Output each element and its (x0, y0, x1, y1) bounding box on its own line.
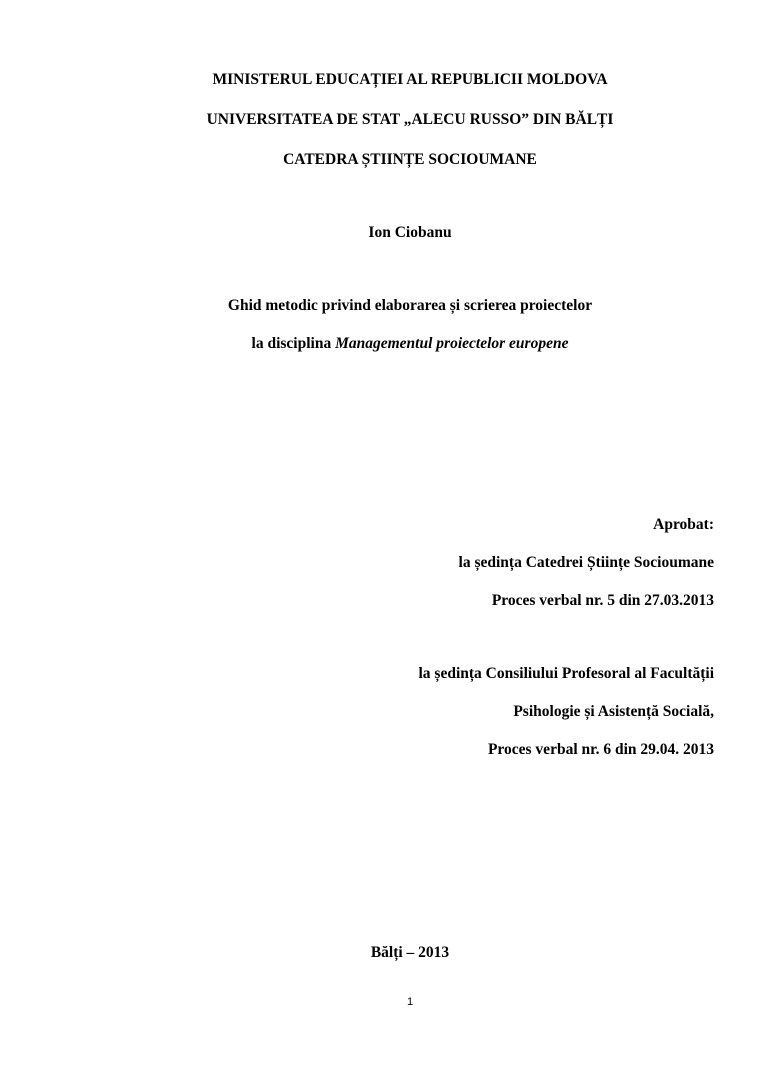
approval-minutes-1: Proces verbal nr. 5 din 27.03.2013 (491, 592, 714, 609)
approval-minutes-2: Proces verbal nr. 6 din 29.04. 2013 (487, 741, 714, 758)
ministry-heading: MINISTERUL EDUCAȚIEI AL REPUBLICII MOLDOVA (212, 71, 608, 88)
discipline-name: Managementul proiectelor europene (335, 335, 569, 352)
approval-meeting-1: la ședința Catedrei Științe Socioumane (458, 554, 714, 571)
place-year: Bălți – 2013 (370, 944, 450, 961)
university-heading: UNIVERSITATEA DE STAT „ALECU RUSSO” DIN BĂLȚI (206, 111, 614, 128)
document-title-line2 (0, 334, 768, 354)
author-name: Ion Ciobanu (368, 224, 452, 241)
title-prefix: la disciplina (251, 335, 336, 352)
approval-faculty: Psihologie și Asistență Socială, (513, 703, 714, 720)
page-number: 1 (406, 996, 414, 1008)
approval-meeting-2: la ședința Consiliului Profesoral al Facultății (418, 665, 714, 682)
document-title-line1: Ghid metodic privind elaborarea și scrierea proiectelor (227, 297, 593, 314)
approval-label: Aprobat: (653, 516, 714, 533)
department-heading: CATEDRA ȘTIINȚE SOCIOUMANE (283, 151, 537, 168)
